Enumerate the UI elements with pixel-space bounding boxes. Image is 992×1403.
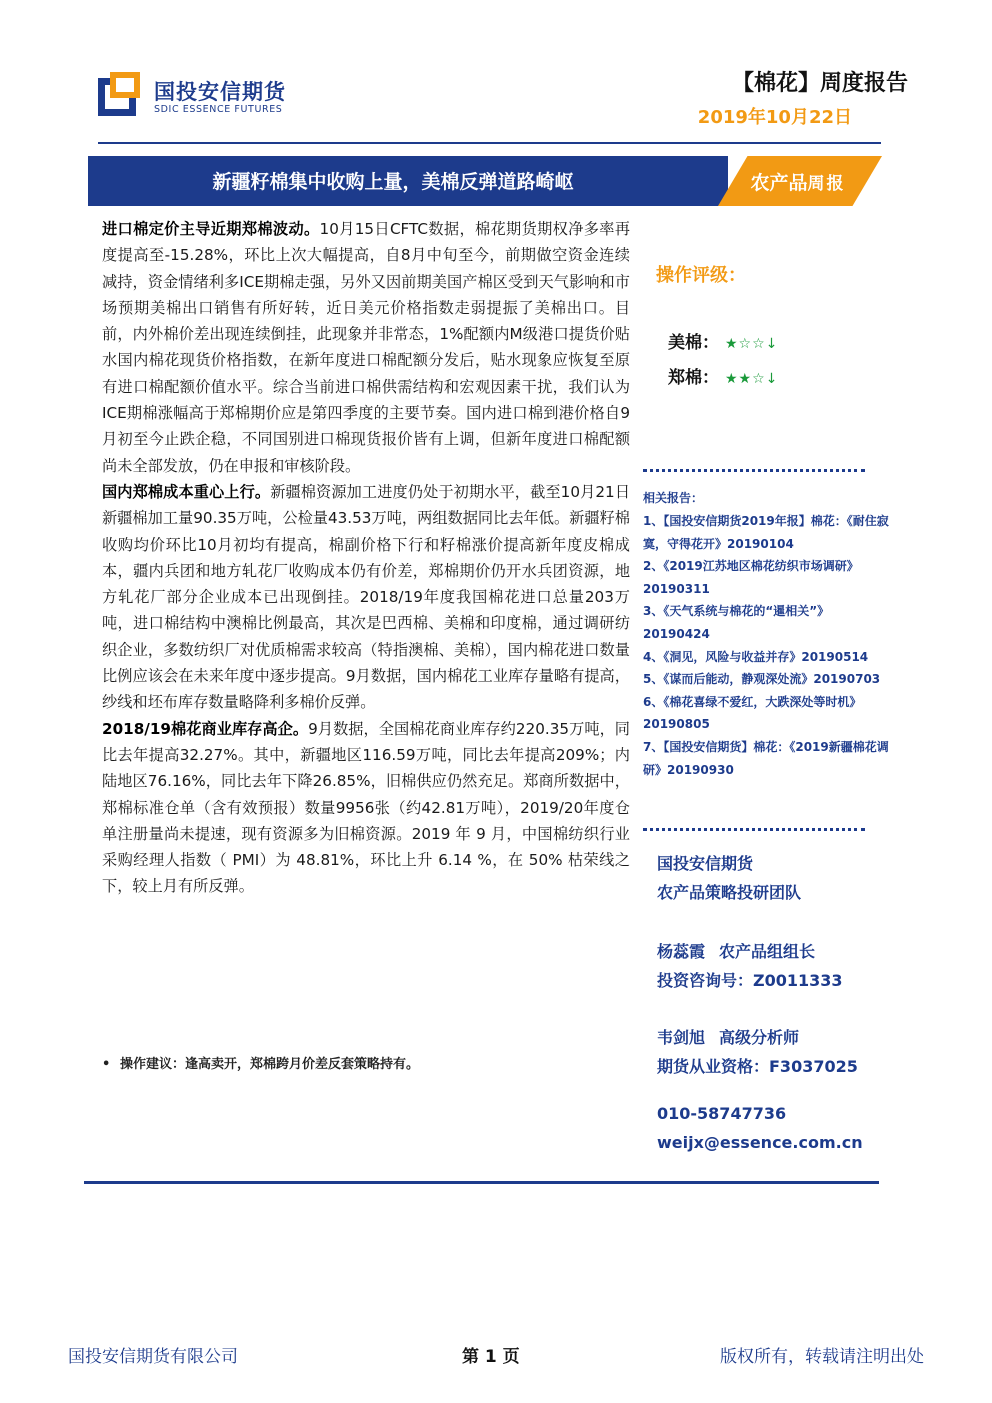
footer-company: 国投安信期货有限公司	[68, 1347, 238, 1367]
category-tag	[738, 168, 858, 195]
related-reports-list	[643, 510, 893, 781]
analyst-1-license: 投资咨询号：Z0011333	[657, 971, 843, 990]
paragraph-lead: 进口棉定价主导近期郑棉波动。	[102, 220, 320, 238]
bullet-icon: •	[102, 1057, 111, 1072]
related-report-item[interactable]: 6、《棉花喜绿不爱红，大跌深处等时机》20190805	[643, 694, 862, 732]
dotted-divider	[643, 828, 865, 831]
paragraph-lead: 2018/19棉花商业库存高企。	[102, 719, 309, 738]
contact-phone: 010-58747736	[657, 1104, 787, 1123]
footer-copyright: 版权所有，转载请注明出处	[720, 1347, 924, 1367]
company-logo	[98, 72, 308, 124]
paragraph-commercial-inventory	[102, 716, 630, 900]
related-report-item[interactable]: 5、《谋而后能动，静观深处流》20190703	[643, 672, 881, 687]
operation-advice	[102, 1053, 419, 1072]
related-report-item[interactable]: 7、【国投安信期货】棉花：《2019新疆棉花调研》20190930	[643, 739, 889, 777]
analyst-2	[657, 1025, 799, 1048]
analyst-2-license: 期货从业资格：F3037025	[657, 1057, 858, 1076]
rating-label: 郑棉：	[668, 368, 719, 388]
logo-name-en: SDIC ESSENCE FUTURES	[154, 104, 283, 115]
bottom-divider	[84, 1181, 879, 1184]
team-name: 农产品策略投研团队	[657, 883, 802, 902]
rating-zhengzhou-cotton	[668, 363, 778, 388]
report-type: 【棉花】周度报告	[731, 71, 908, 96]
paragraph-text: 新疆棉资源加工进度仍处于初期水平，截至10月21日新疆棉加工量90.35万吨，公检量43.53万吨，两组数据同比去年低。新疆籽棉收购均价环比10月初均有提高，棉副价格下行和籽棉涨价提高新年度皮棉成本，疆内兵团和地方轧花厂收购成本仍有价差，郑棉期价仍开水兵团资源，地方轧花厂部分企业成本已出现倒挂。2018/19年度我国棉花进口总量203万吨，进口棉结构中澳棉比例最高，其次是巴西棉、美棉和印度棉，通过调研纺织企业，多数纺织厂对优质棉需求较高（特指澳棉、美棉），国内棉花进口数量比例应该会在未来年度中逐步提高。9月数据，国内棉花工业库存量略有提高，纱线和坯布库存数量略降利多棉价反弹。	[102, 482, 631, 712]
category-tag-label: 农产品	[750, 172, 808, 194]
logo-name-cn: 国投安信期货	[154, 80, 286, 104]
related-report-item[interactable]: 3、《天气系统与棉花的“暹相关”》20190424	[643, 604, 830, 641]
paragraph-import-cotton	[102, 216, 630, 479]
related-report-item[interactable]: 1、【国投安信期货2019年报】棉花：《耐住寂寞，守得花开》20190104	[643, 514, 889, 551]
team-company: 国投安信期货	[657, 854, 754, 873]
related-report-item[interactable]: 4、《洞见，风险与收益并存》20190514	[643, 649, 869, 664]
paragraph-text: 9月数据，全国棉花商业库存约220.35万吨，同比去年提高32.27%。其中，新疆地区116.59万吨，同比去年提高209%；内陆地区76.16%，同比去年下降26.85%，旧棉供应仍然充足。郑商所数据中，郑棉标准仓单（含有效预报）数量9956张（约42.81万吨），2019/20年度仓单注册量尚未提速，现有资源多为旧棉资源。2019 年 9 月，中国棉纺织行业采购经理人指数（ PMI）为 48.81%，环比上升 6.14 %，在 50% 枯荣线之下，较上月有所反弹。	[102, 719, 630, 896]
rating-label: 美棉：	[668, 333, 719, 353]
report-date: 2019年10月22日	[697, 107, 852, 128]
star-rating-icon: ★☆☆↓	[725, 336, 779, 352]
analyst-1	[657, 939, 815, 962]
analyst-name: 韦剑旭	[657, 1028, 706, 1047]
page-number: 第 1 页	[462, 1347, 520, 1367]
paragraph-domestic-cost	[102, 479, 630, 716]
advice-text: 操作建议：逢高卖开，郑棉跨月价差反套策略持有。	[120, 1057, 420, 1072]
title-banner	[88, 156, 882, 206]
analyst-name: 杨蕊霞	[657, 942, 706, 961]
report-title: 新疆籽棉集中收购上量，美棉反弹道路崎岖	[212, 171, 574, 193]
top-divider	[98, 142, 881, 144]
dotted-divider	[643, 469, 865, 472]
paragraph-text: 10月15日CFTC数据，棉花期货期权净多率再度提高至-15.28%，环比上次大幅提高，自8月中旬至今，前期做空资金连续减持，资金情绪利多ICE期棉走强，另外又因前期美国产棉区受到天气影响和市场预期美棉出口销售有所好转，近日美元价格指数走弱提振了美棉出口。目前，内外棉价差出现连续倒挂，此现象并非常态，1%配额内M级港口提货价贴水国内棉花现货价格指数，在新年度进口棉配额分发后，贴水现象应恢复至原有进口棉配额价值水平。综合当前进口棉供需结构和宏观因素干扰，我们认为ICE期棉涨幅高于郑棉期价应是第四季度的主要节奏。国内进口棉到港价格自9月初至今止跌企稳，不同国别进口棉现货报价皆有上调，但新年度进口棉配额尚未全部发放，仍在申报和审核阶段。	[102, 220, 631, 475]
report-body	[102, 216, 630, 900]
analyst-title: 农产品组组长	[719, 942, 816, 961]
related-reports-heading: 相关报告：	[643, 491, 704, 505]
star-rating-icon: ★★☆↓	[725, 371, 779, 387]
rating-heading: 操作评级：	[656, 265, 746, 286]
analyst-title: 高级分析师	[719, 1028, 800, 1047]
rating-us-cotton	[668, 328, 778, 353]
related-report-item[interactable]: 2、《2019江苏地区棉花纺织市场调研》20190311	[643, 559, 859, 596]
logo-mark-icon	[98, 72, 144, 118]
paragraph-lead: 国内郑棉成本重心上行。	[102, 482, 271, 501]
contact-email[interactable]: weijx@essence.com.cn	[657, 1133, 863, 1152]
category-tag-suffix: 周报	[807, 174, 846, 194]
